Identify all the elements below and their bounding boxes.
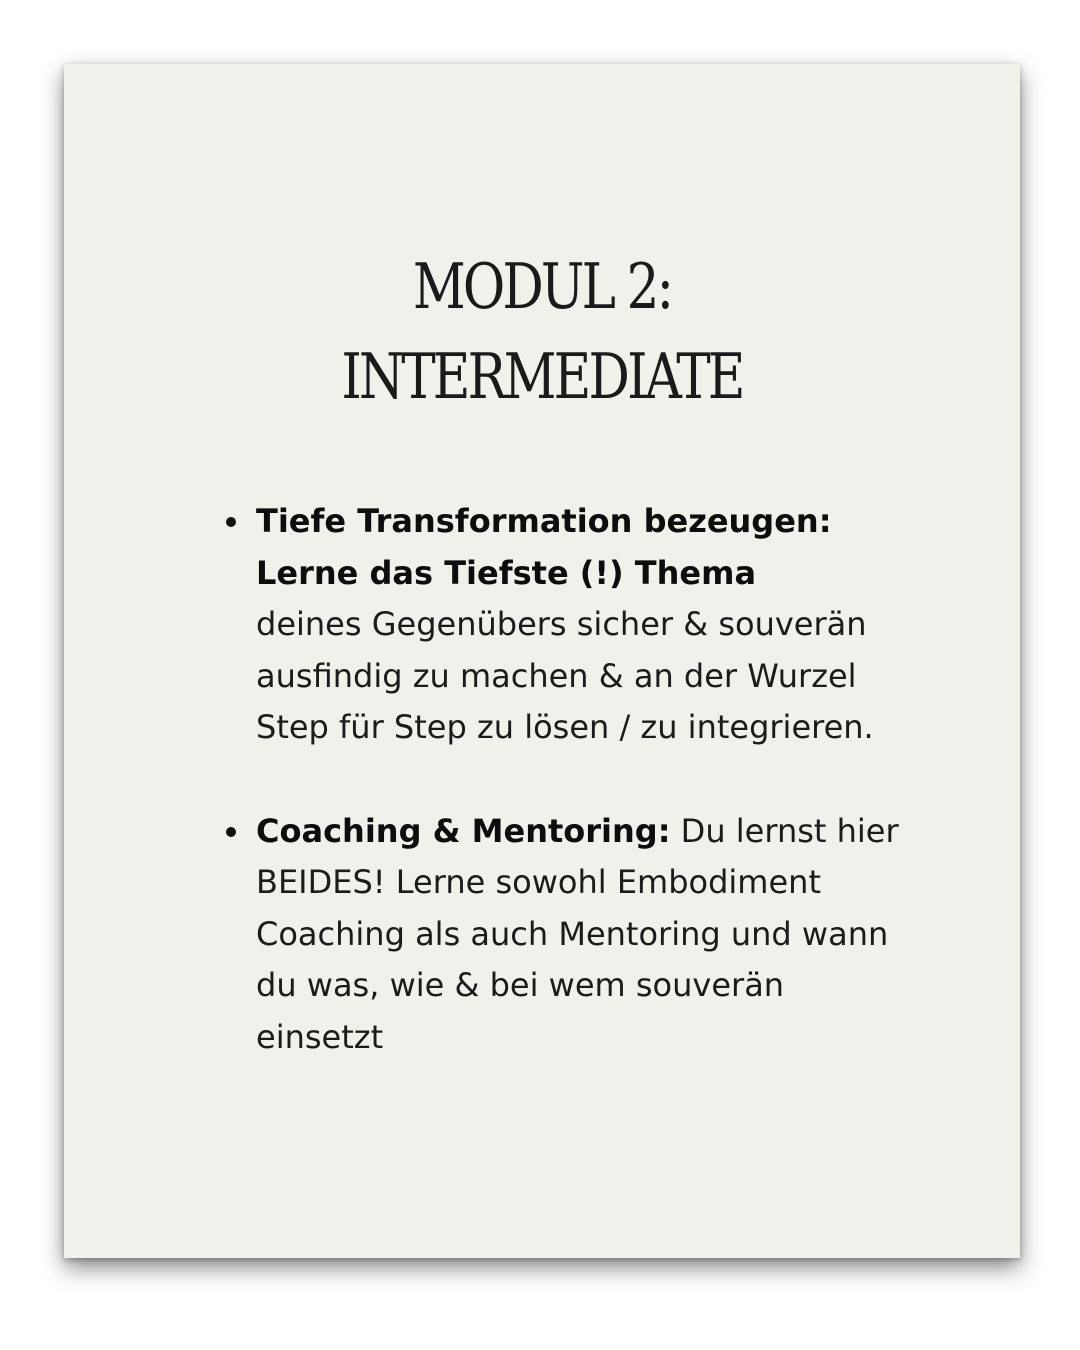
list-item-heading: Coaching & Mentoring: bbox=[256, 811, 671, 850]
list-item-text: Du lernst hier BEIDES! Lerne sowohl Embodiment Coaching als auch Mentoring und wann du was, wie & bei wem souverän einsetzt bbox=[256, 811, 899, 1056]
bullet-icon bbox=[226, 517, 236, 527]
bullet-list bbox=[256, 496, 916, 1063]
bullet-icon bbox=[226, 827, 236, 837]
list-item-transformation bbox=[256, 496, 916, 754]
list-item-coaching bbox=[256, 806, 916, 1064]
page-title bbox=[150, 242, 934, 422]
content-card bbox=[64, 64, 1020, 1258]
list-item-text: deines Gegenübers sicher & souverän ausfindig zu machen & an der Wurzel Step für Step zu lösen / zu integrieren. bbox=[256, 605, 874, 746]
list-item-heading: Tiefe Transformation bezeugen: Lerne das Tiefste (!) Thema bbox=[256, 502, 832, 592]
title-line-1: MODUL 2: bbox=[412, 250, 672, 323]
title-line-2: INTERMEDIATE bbox=[341, 340, 743, 413]
